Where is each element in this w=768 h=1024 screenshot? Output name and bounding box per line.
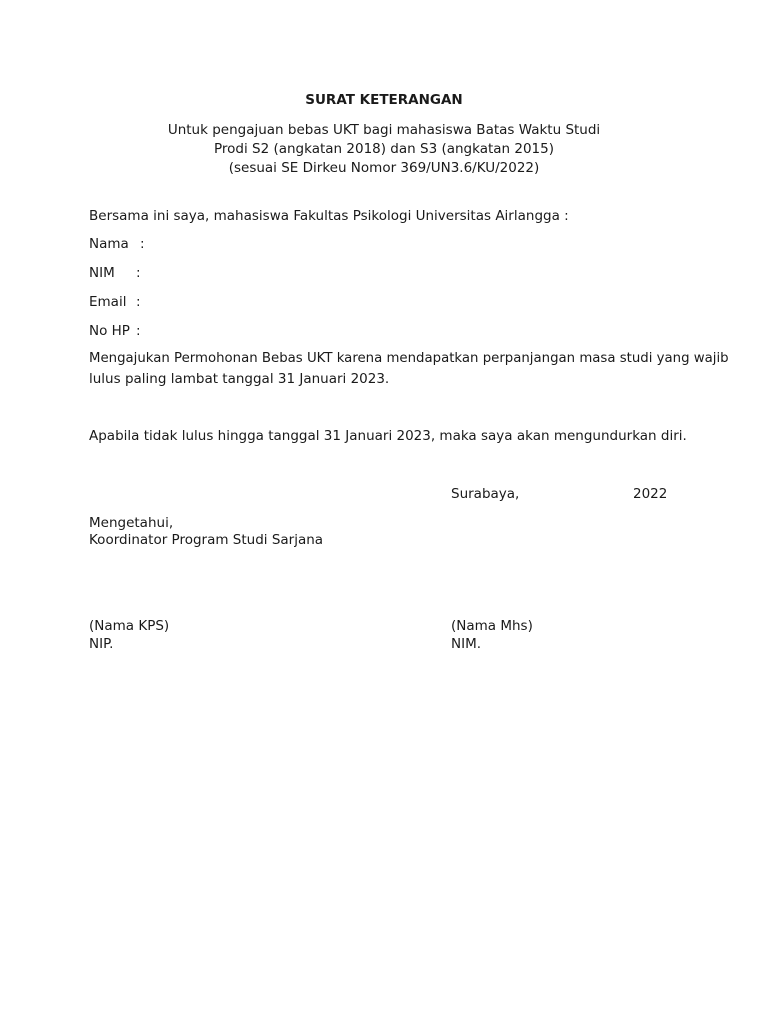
field-label: Nama (89, 236, 129, 252)
field-label: NIM (89, 265, 115, 281)
field-email (89, 294, 126, 310)
subtitle-line-1: Untuk pengajuan bebas UKT bagi mahasiswa Batas Waktu Studi (167, 122, 601, 138)
document-title: SURAT KETERANGAN (305, 92, 463, 108)
field-nim (89, 265, 115, 281)
year-label: 2022 (633, 486, 668, 502)
subtitle-line-3: (sesuai SE Dirkeu Nomor 369/UN3.6/KU/2022) (228, 160, 540, 176)
field-colon: : (136, 323, 141, 339)
acknowledge-label: Mengetahui, (89, 515, 174, 531)
kps-nip: NIP. (89, 636, 114, 652)
field-label: Email (89, 294, 127, 310)
field-nohp (89, 323, 130, 339)
field-colon: : (136, 265, 141, 281)
field-nama (89, 236, 129, 252)
field-label: No HP (89, 323, 130, 339)
subtitle-line-2: Prodi S2 (angkatan 2018) dan S3 (angkatan 2015) (213, 141, 555, 157)
request-line-1: Mengajukan Permohonan Bebas UKT karena mendapatkan perpanjangan masa studi yang wajib (89, 351, 729, 366)
kps-name: (Nama KPS) (89, 618, 170, 634)
place-label: Surabaya, (451, 486, 520, 502)
intro-text: Bersama ini saya, mahasiswa Fakultas Psikologi Universitas Airlangga : (89, 208, 569, 224)
coordinator-label: Koordinator Program Studi Sarjana (89, 532, 324, 548)
field-colon: : (140, 236, 145, 252)
request-line-2: lulus paling lambat tanggal 31 Januari 2023. (89, 371, 390, 387)
field-colon: : (136, 294, 141, 310)
student-name: (Nama Mhs) (451, 618, 533, 634)
statement-text: Apabila tidak lulus hingga tanggal 31 Januari 2023, maka saya akan mengundurkan diri. (89, 428, 687, 444)
student-nim: NIM. (451, 636, 482, 652)
